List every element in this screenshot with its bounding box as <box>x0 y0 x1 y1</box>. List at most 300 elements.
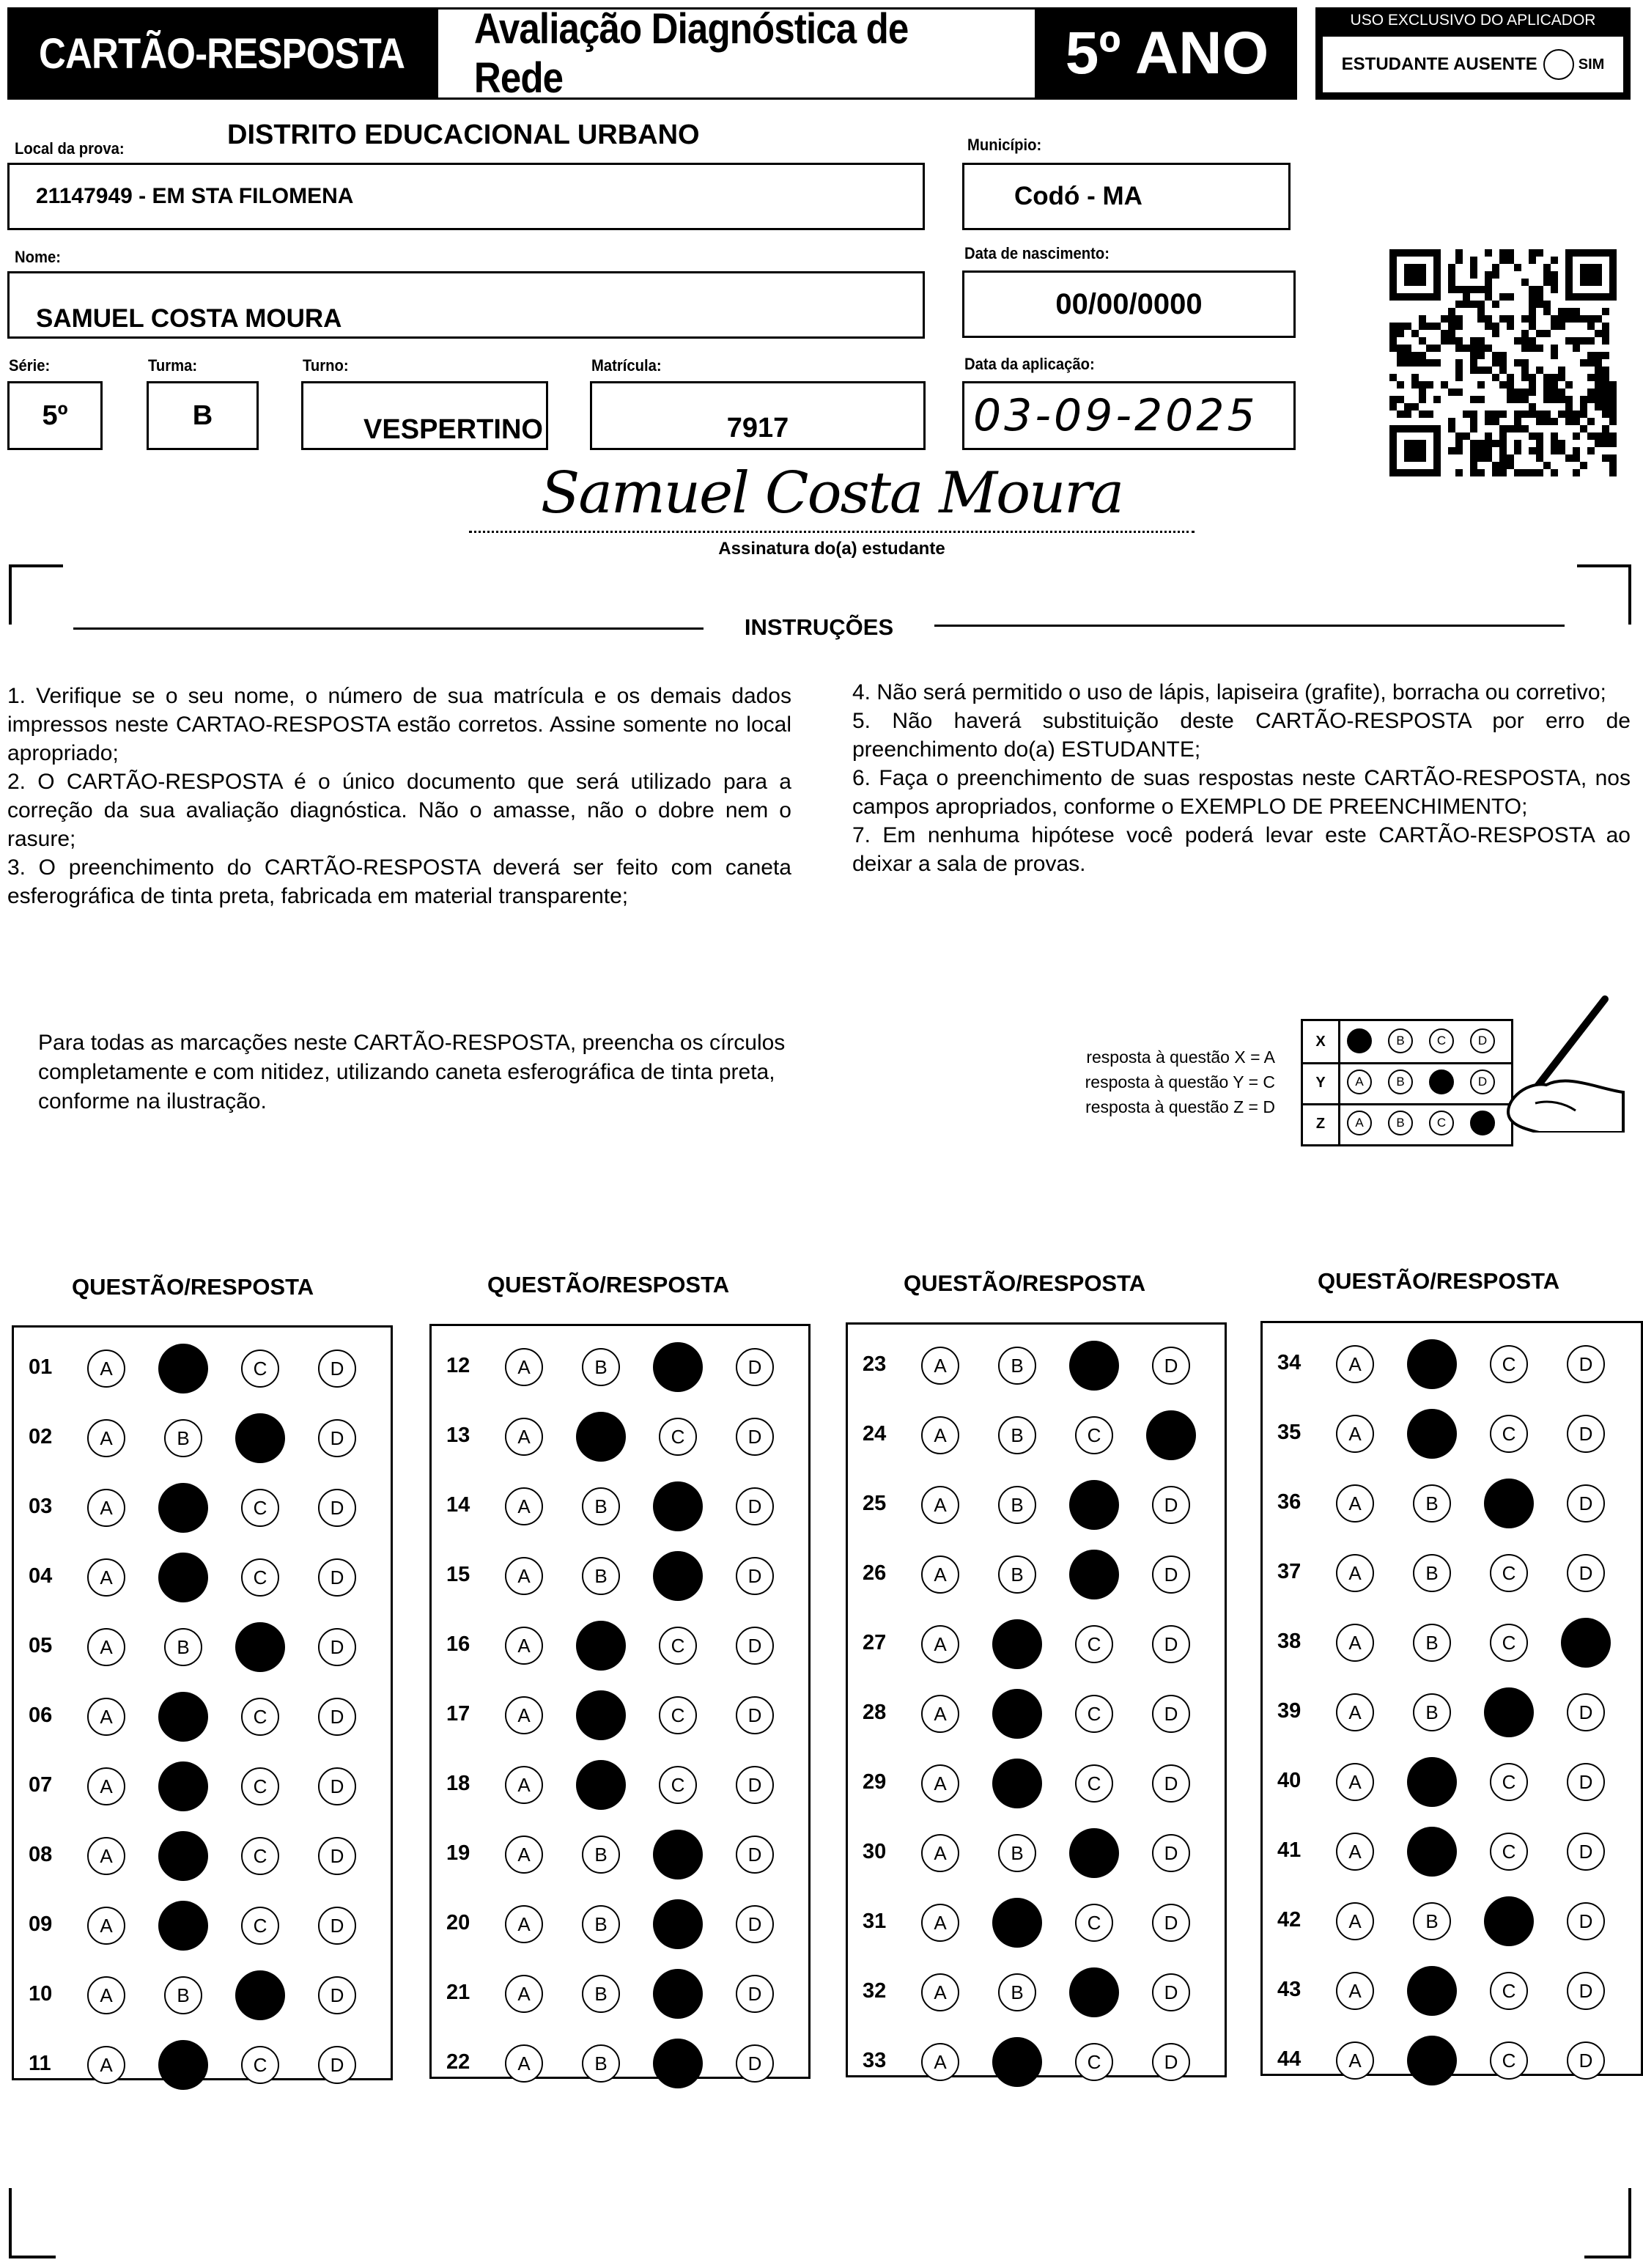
option-a-bubble[interactable]: A <box>1336 1833 1374 1871</box>
option-a-bubble[interactable]: A <box>87 1976 125 2014</box>
option-a-bubble[interactable]: A <box>505 1557 543 1595</box>
option-a-bubble[interactable]: A <box>87 1767 125 1805</box>
option-d-bubble[interactable] <box>1561 1618 1611 1668</box>
question-row-43 <box>1263 1967 1641 2011</box>
option-d-bubble[interactable]: D <box>736 2044 774 2083</box>
option-c-bubble[interactable]: C <box>1490 1624 1528 1662</box>
option-c-bubble[interactable]: C <box>241 1767 279 1805</box>
option-d-bubble[interactable]: D <box>1567 1554 1605 1592</box>
option-c-bubble[interactable]: C <box>1075 2043 1113 2081</box>
pen-hand-icon <box>1495 993 1627 1133</box>
option-d-bubble[interactable]: D <box>318 1489 356 1527</box>
option-d-bubble[interactable]: D <box>1152 1347 1190 1385</box>
option-d-bubble[interactable]: D <box>1567 1833 1605 1871</box>
option-d-bubble[interactable]: D <box>736 1487 774 1525</box>
answer-column-3 <box>846 1322 1227 2077</box>
example-row-label: Y <box>1303 1062 1340 1103</box>
nome-label: Nome: <box>15 248 61 266</box>
matricula-field <box>590 381 926 450</box>
question-row-34 <box>1263 1341 1641 1385</box>
option-d-bubble[interactable]: D <box>318 1767 356 1805</box>
option-d-bubble[interactable]: D <box>1152 1834 1190 1872</box>
instruction-1: 1. Verifique se o seu nome, o número de sua matrícula e os demais dados impressos neste CARTAO-RESPOSTA estão corretos. Assine somente no local apropriado; <box>7 684 791 765</box>
option-d-bubble[interactable]: D <box>736 1418 774 1456</box>
option-c-bubble[interactable] <box>1069 1341 1119 1391</box>
option-c-bubble[interactable]: C <box>1490 2041 1528 2080</box>
signature-label: Assinatura do(a) estudante <box>718 539 945 559</box>
option-a-bubble[interactable]: A <box>505 1487 543 1525</box>
nome-value: SAMUEL COSTA MOURA <box>36 304 342 333</box>
option-a-bubble[interactable]: A <box>921 1625 959 1663</box>
option-b-bubble[interactable] <box>992 1759 1042 1808</box>
answer-header-3: QUESTÃO/RESPOSTA <box>904 1270 1146 1296</box>
option-a-bubble[interactable]: A <box>921 1973 959 2011</box>
question-row-42 <box>1263 1898 1641 1942</box>
option-d-bubble[interactable]: D <box>1152 1486 1190 1524</box>
option-b-bubble[interactable] <box>1407 2036 1457 2085</box>
question-row-04 <box>14 1554 391 1598</box>
question-row-08 <box>14 1833 391 1877</box>
question-number: 14 <box>446 1493 470 1517</box>
option-d-bubble[interactable]: D <box>318 1558 356 1597</box>
option-a-bubble[interactable]: A <box>1336 1554 1374 1592</box>
question-number: 12 <box>446 1354 470 1377</box>
example-option-b-bubble: B <box>1388 1028 1413 1053</box>
option-d-bubble[interactable]: D <box>318 2046 356 2084</box>
question-number: 26 <box>863 1561 887 1585</box>
option-b-bubble[interactable]: B <box>164 1628 202 1666</box>
instruction-7: 7. Em nenhuma hipótese você poderá levar este CARTÃO-RESPOSTA ao deixar a sala de provas. <box>852 823 1631 876</box>
question-number: 19 <box>446 1841 470 1865</box>
example-legend <box>1011 1045 1275 1119</box>
fill-note: Para todas as marcações neste CARTÃO-RESPOSTA, preencha os círculos completamente e com nitidez, utilizando caneta esferográfica de tinta preta, conforme na ilustração. <box>38 1031 786 1113</box>
option-b-bubble[interactable] <box>992 2037 1042 2087</box>
option-d-bubble[interactable]: D <box>1567 1345 1605 1383</box>
exam-title-box <box>436 7 1037 100</box>
divider-left <box>73 627 704 630</box>
option-d-bubble[interactable]: D <box>1152 1973 1190 2011</box>
question-row-12 <box>432 1344 808 1388</box>
option-a-bubble[interactable]: A <box>1336 1902 1374 1940</box>
option-c-bubble[interactable]: C <box>1075 1416 1113 1454</box>
corner-mark-top-left <box>9 564 63 625</box>
nascimento-value: 00/00/0000 <box>1055 287 1203 320</box>
instructions-title: INSTRUÇÕES <box>744 614 894 640</box>
corner-mark-top-right <box>1577 564 1631 625</box>
question-number: 44 <box>1277 2047 1302 2071</box>
option-d-bubble[interactable]: D <box>318 1976 356 2014</box>
local-label: Local da prova: <box>15 139 125 158</box>
option-d-bubble[interactable]: D <box>736 1696 774 1734</box>
option-a-bubble[interactable]: A <box>1336 1345 1374 1383</box>
question-number: 32 <box>863 1979 887 2003</box>
option-b-bubble[interactable]: B <box>582 1836 620 1874</box>
option-a-bubble[interactable]: A <box>921 1904 959 1942</box>
option-d-bubble[interactable]: D <box>318 1350 356 1388</box>
option-b-bubble[interactable]: B <box>1413 1554 1451 1592</box>
turno-value: VESPERTINO <box>363 413 543 445</box>
example-row <box>1303 1103 1511 1144</box>
option-b-bubble[interactable] <box>1407 1827 1457 1877</box>
option-a-bubble[interactable]: A <box>505 1696 543 1734</box>
example-option-d-bubble <box>1470 1111 1495 1135</box>
municipio-value: Codó - MA <box>1014 182 1142 210</box>
option-a-bubble[interactable]: A <box>87 1698 125 1736</box>
option-d-bubble[interactable]: D <box>318 1628 356 1666</box>
example-grid <box>1301 1019 1513 1146</box>
option-a-bubble[interactable]: A <box>87 1489 125 1527</box>
option-a-bubble[interactable]: A <box>1336 1763 1374 1801</box>
option-c-bubble[interactable]: C <box>1490 1972 1528 2010</box>
option-a-bubble[interactable]: A <box>87 2046 125 2084</box>
option-c-bubble[interactable] <box>1484 1896 1534 1946</box>
question-number: 13 <box>446 1424 470 1447</box>
option-c-bubble[interactable] <box>1069 1550 1119 1599</box>
question-number: 15 <box>446 1563 470 1586</box>
question-row-14 <box>432 1483 808 1527</box>
signature-line <box>469 531 1195 533</box>
option-c-bubble[interactable] <box>653 1969 703 2019</box>
option-c-bubble[interactable] <box>1069 1480 1119 1530</box>
question-row-06 <box>14 1693 391 1737</box>
option-a-bubble[interactable]: A <box>921 1416 959 1454</box>
option-c-bubble[interactable] <box>653 1551 703 1601</box>
option-d-bubble[interactable]: D <box>736 1905 774 1943</box>
question-number: 30 <box>863 1840 887 1863</box>
question-row-05 <box>14 1624 391 1668</box>
option-b-bubble[interactable]: B <box>164 1419 202 1457</box>
option-c-bubble[interactable] <box>235 1970 285 2020</box>
option-c-bubble[interactable] <box>653 2039 703 2088</box>
option-c-bubble[interactable]: C <box>1490 1554 1528 1592</box>
option-a-bubble[interactable]: A <box>921 1764 959 1803</box>
question-number: 31 <box>863 1910 887 1933</box>
question-row-25 <box>848 1481 1225 1525</box>
example-row-label: Z <box>1303 1103 1340 1144</box>
option-d-bubble[interactable]: D <box>1152 1625 1190 1663</box>
option-c-bubble[interactable]: C <box>1490 1833 1528 1871</box>
option-b-bubble[interactable] <box>158 1483 208 1533</box>
option-a-bubble[interactable]: A <box>1336 2041 1374 2080</box>
option-a-bubble[interactable]: A <box>505 1905 543 1943</box>
option-a-bubble[interactable]: A <box>505 1766 543 1804</box>
question-number: 01 <box>29 1355 53 1379</box>
option-b-bubble[interactable] <box>1407 1757 1457 1807</box>
option-d-bubble[interactable]: D <box>1567 1693 1605 1731</box>
option-c-bubble[interactable]: C <box>1075 1625 1113 1663</box>
option-b-bubble[interactable] <box>992 1689 1042 1739</box>
option-b-bubble[interactable]: B <box>582 2044 620 2083</box>
option-a-bubble[interactable]: A <box>921 1695 959 1733</box>
option-c-bubble[interactable] <box>1069 1828 1119 1878</box>
option-b-bubble[interactable] <box>158 1761 208 1811</box>
option-a-bubble[interactable]: A <box>505 1975 543 2013</box>
option-b-bubble[interactable] <box>158 1344 208 1393</box>
option-c-bubble[interactable]: C <box>241 1558 279 1597</box>
option-b-bubble[interactable] <box>992 1898 1042 1948</box>
option-c-bubble[interactable]: C <box>659 1766 697 1804</box>
instructions-right <box>852 678 1631 878</box>
answer-column-4 <box>1260 1321 1643 2076</box>
option-c-bubble[interactable]: C <box>241 1350 279 1388</box>
option-b-bubble[interactable] <box>158 1901 208 1951</box>
option-d-bubble[interactable]: D <box>736 1627 774 1665</box>
question-number: 28 <box>863 1701 887 1724</box>
question-row-21 <box>432 1970 808 2014</box>
option-a-bubble[interactable]: A <box>505 1836 543 1874</box>
question-row-32 <box>848 1969 1225 2013</box>
question-number: 42 <box>1277 1908 1302 1932</box>
option-b-bubble[interactable]: B <box>998 1555 1036 1594</box>
option-c-bubble[interactable]: C <box>1075 1695 1113 1733</box>
option-b-bubble[interactable]: B <box>164 1976 202 2014</box>
divider-right <box>934 625 1565 627</box>
option-b-bubble[interactable] <box>576 1760 626 1810</box>
option-b-bubble[interactable]: B <box>582 1348 620 1386</box>
option-d-bubble[interactable]: D <box>1152 1904 1190 1942</box>
option-d-bubble[interactable]: D <box>736 1766 774 1804</box>
option-b-bubble[interactable] <box>576 1412 626 1462</box>
option-d-bubble[interactable]: D <box>736 1975 774 2013</box>
question-row-31 <box>848 1899 1225 1943</box>
applicator-box <box>1315 7 1631 100</box>
option-c-bubble[interactable] <box>653 1342 703 1392</box>
option-c-bubble[interactable] <box>1484 1479 1534 1528</box>
option-a-bubble[interactable]: A <box>87 1419 125 1457</box>
option-b-bubble[interactable]: B <box>998 1347 1036 1385</box>
option-b-bubble[interactable] <box>1407 1409 1457 1459</box>
option-d-bubble[interactable]: D <box>1567 1484 1605 1523</box>
question-row-01 <box>14 1345 391 1389</box>
option-c-bubble[interactable]: C <box>659 1418 697 1456</box>
option-c-bubble[interactable]: C <box>659 1696 697 1734</box>
question-number: 23 <box>863 1352 887 1376</box>
district-name: DISTRITO EDUCACIONAL URBANO <box>227 119 700 150</box>
question-row-03 <box>14 1484 391 1528</box>
option-b-bubble[interactable] <box>1407 1966 1457 2016</box>
option-c-bubble[interactable]: C <box>241 2046 279 2084</box>
question-number: 39 <box>1277 1699 1302 1723</box>
option-d-bubble[interactable]: D <box>1567 2041 1605 2080</box>
option-b-bubble[interactable] <box>158 2040 208 2090</box>
option-a-bubble[interactable]: A <box>921 1834 959 1872</box>
option-c-bubble[interactable] <box>235 1622 285 1672</box>
question-row-13 <box>432 1413 808 1457</box>
option-b-bubble[interactable] <box>992 1619 1042 1669</box>
question-number: 36 <box>1277 1490 1302 1514</box>
turno-label: Turno: <box>303 356 349 375</box>
school-name: 21147949 - EM STA FILOMENA <box>36 184 354 208</box>
option-d-bubble[interactable]: D <box>736 1557 774 1595</box>
option-d-bubble[interactable]: D <box>1152 2043 1190 2081</box>
option-a-bubble[interactable]: A <box>921 1347 959 1385</box>
option-d-bubble[interactable]: D <box>1152 1695 1190 1733</box>
option-b-bubble[interactable] <box>158 1692 208 1742</box>
example-option-c-bubble <box>1429 1069 1454 1094</box>
question-number: 20 <box>446 1911 470 1934</box>
option-c-bubble[interactable] <box>235 1413 285 1463</box>
option-b-bubble[interactable] <box>1407 1339 1457 1389</box>
option-d-bubble[interactable]: D <box>1567 1763 1605 1801</box>
option-d-bubble[interactable] <box>1146 1410 1196 1460</box>
question-number: 43 <box>1277 1978 1302 2001</box>
option-b-bubble[interactable] <box>576 1621 626 1671</box>
question-row-09 <box>14 1902 391 1946</box>
option-b-bubble[interactable]: B <box>1413 1484 1451 1523</box>
question-row-39 <box>1263 1689 1641 1733</box>
serie-label: Série: <box>9 356 51 375</box>
question-row-24 <box>848 1412 1225 1456</box>
option-c-bubble[interactable] <box>653 1830 703 1879</box>
question-row-10 <box>14 1972 391 2016</box>
question-number: 21 <box>446 1981 470 2004</box>
option-d-bubble[interactable]: D <box>318 1419 356 1457</box>
option-b-bubble[interactable] <box>576 1690 626 1740</box>
option-c-bubble[interactable]: C <box>1075 1764 1113 1803</box>
example-option-b-bubble: B <box>1388 1111 1413 1135</box>
option-b-bubble[interactable]: B <box>582 1905 620 1943</box>
option-b-bubble[interactable]: B <box>998 1416 1036 1454</box>
option-a-bubble[interactable]: A <box>87 1350 125 1388</box>
question-number: 16 <box>446 1632 470 1656</box>
option-c-bubble[interactable]: C <box>1490 1763 1528 1801</box>
option-d-bubble[interactable]: D <box>736 1348 774 1386</box>
absent-checkbox[interactable] <box>1543 49 1574 80</box>
card-title-box <box>7 7 436 100</box>
option-b-bubble[interactable]: B <box>1413 1624 1451 1662</box>
question-row-11 <box>14 2041 391 2085</box>
option-d-bubble[interactable]: D <box>1567 1902 1605 1940</box>
option-c-bubble[interactable]: C <box>1490 1345 1528 1383</box>
question-row-20 <box>432 1901 808 1945</box>
municipio-field <box>962 163 1291 230</box>
question-number: 03 <box>29 1495 53 1518</box>
option-d-bubble[interactable]: D <box>1152 1555 1190 1594</box>
option-a-bubble[interactable]: A <box>87 1837 125 1875</box>
question-row-19 <box>432 1831 808 1875</box>
grade-box <box>1037 7 1297 100</box>
option-b-bubble[interactable]: B <box>582 1487 620 1525</box>
instruction-3: 3. O preenchimento do CARTÃO-RESPOSTA deverá ser feito com caneta esferográfica de tinta preta, fabricada em material transparente; <box>7 855 791 908</box>
option-a-bubble[interactable]: A <box>87 1907 125 1945</box>
question-row-02 <box>14 1415 391 1459</box>
example-line-y: resposta à questão Y = C <box>1085 1072 1275 1091</box>
question-row-23 <box>848 1342 1225 1386</box>
option-a-bubble[interactable]: A <box>87 1558 125 1597</box>
question-row-27 <box>848 1621 1225 1665</box>
option-b-bubble[interactable]: B <box>998 1973 1036 2011</box>
option-a-bubble[interactable]: A <box>505 2044 543 2083</box>
option-c-bubble[interactable]: C <box>241 1698 279 1736</box>
option-a-bubble[interactable]: A <box>505 1627 543 1665</box>
answer-column-2 <box>429 1324 811 2079</box>
option-b-bubble[interactable] <box>158 1831 208 1881</box>
absent-option: SIM <box>1578 56 1605 73</box>
instruction-4: 4. Não será permitido o uso de lápis, lapiseira (grafite), borracha ou corretivo; <box>852 680 1606 704</box>
option-b-bubble[interactable]: B <box>582 1975 620 2013</box>
qr-code-icon <box>1389 249 1617 476</box>
serie-value: 5º <box>42 400 68 431</box>
grade-label: 5º ANO <box>1065 20 1269 86</box>
option-d-bubble[interactable]: D <box>1567 1415 1605 1453</box>
question-row-07 <box>14 1763 391 1807</box>
option-d-bubble[interactable]: D <box>318 1837 356 1875</box>
question-row-15 <box>432 1553 808 1597</box>
option-d-bubble[interactable]: D <box>1152 1764 1190 1803</box>
option-c-bubble[interactable]: C <box>241 1907 279 1945</box>
question-row-22 <box>432 2040 808 2084</box>
option-b-bubble[interactable] <box>158 1553 208 1602</box>
option-a-bubble[interactable]: A <box>921 1555 959 1594</box>
option-a-bubble[interactable]: A <box>1336 1415 1374 1453</box>
question-number: 40 <box>1277 1769 1302 1792</box>
corner-mark-bottom-left <box>9 2188 56 2258</box>
example-option-b-bubble: B <box>1388 1069 1413 1094</box>
exam-title: Avaliação Diagnóstica de Rede <box>473 5 909 102</box>
option-b-bubble[interactable]: B <box>1413 1693 1451 1731</box>
nome-field <box>7 271 925 339</box>
option-a-bubble[interactable]: A <box>87 1628 125 1666</box>
question-row-30 <box>848 1830 1225 1874</box>
option-b-bubble[interactable]: B <box>998 1834 1036 1872</box>
question-number: 33 <box>863 2049 887 2072</box>
option-a-bubble[interactable]: A <box>1336 1972 1374 2010</box>
question-number: 29 <box>863 1770 887 1794</box>
option-a-bubble[interactable]: A <box>1336 1484 1374 1523</box>
option-b-bubble[interactable]: B <box>998 1486 1036 1524</box>
option-a-bubble[interactable]: A <box>921 1486 959 1524</box>
option-d-bubble[interactable]: D <box>1567 1972 1605 2010</box>
instructions-left <box>7 682 791 910</box>
question-row-36 <box>1263 1480 1641 1524</box>
option-a-bubble[interactable]: A <box>1336 1624 1374 1662</box>
card-title: CARTÃO-RESPOSTA <box>38 29 405 78</box>
option-b-bubble[interactable]: B <box>1413 1902 1451 1940</box>
option-d-bubble[interactable]: D <box>318 1698 356 1736</box>
example-option-d-bubble: D <box>1470 1069 1495 1094</box>
option-c-bubble[interactable] <box>653 1481 703 1531</box>
applicator-title: USO EXCLUSIVO DO APLICADOR <box>1350 12 1596 29</box>
question-row-18 <box>432 1761 808 1805</box>
option-c-bubble[interactable]: C <box>241 1489 279 1527</box>
option-a-bubble[interactable]: A <box>1336 1693 1374 1731</box>
option-d-bubble[interactable]: D <box>318 1907 356 1945</box>
option-c-bubble[interactable]: C <box>241 1837 279 1875</box>
option-c-bubble[interactable] <box>1484 1687 1534 1737</box>
option-c-bubble[interactable]: C <box>1490 1415 1528 1453</box>
option-c-bubble[interactable] <box>1069 1967 1119 2017</box>
option-a-bubble[interactable]: A <box>921 2043 959 2081</box>
question-number: 08 <box>29 1843 53 1866</box>
option-a-bubble[interactable]: A <box>505 1418 543 1456</box>
option-c-bubble[interactable]: C <box>1075 1904 1113 1942</box>
question-row-29 <box>848 1760 1225 1804</box>
question-number: 06 <box>29 1704 53 1727</box>
question-row-38 <box>1263 1619 1641 1663</box>
question-number: 35 <box>1277 1421 1302 1444</box>
option-b-bubble[interactable]: B <box>582 1557 620 1595</box>
aplicacao-field <box>962 381 1296 450</box>
option-a-bubble[interactable]: A <box>505 1348 543 1386</box>
question-number: 38 <box>1277 1630 1302 1653</box>
option-c-bubble[interactable] <box>653 1899 703 1949</box>
option-c-bubble[interactable]: C <box>659 1627 697 1665</box>
option-d-bubble[interactable]: D <box>736 1836 774 1874</box>
example-line-x: resposta à questão X = A <box>1086 1048 1275 1067</box>
question-number: 27 <box>863 1631 887 1654</box>
instruction-2: 2. O CARTÃO-RESPOSTA é o único documento que será utilizado para a correção da sua avaliação diagnóstica. Não o amasse, não o dobre nem o rasure; <box>7 770 791 851</box>
matricula-label: Matrícula: <box>591 356 662 375</box>
